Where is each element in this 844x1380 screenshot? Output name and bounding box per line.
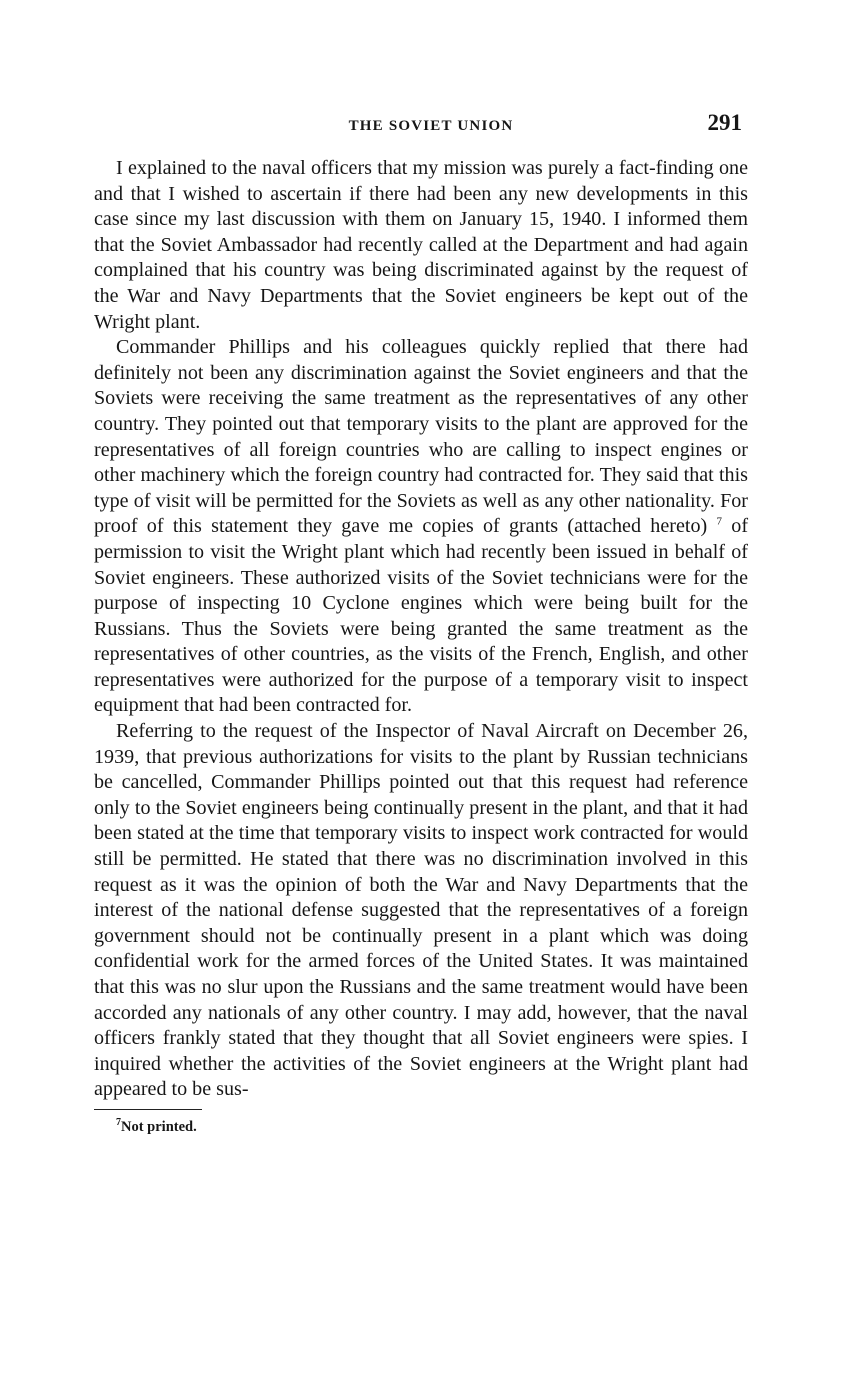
- paragraph-1: I explained to the naval officers that my mission was purely a fact-finding one and that I wished to ascertain if there had been any new developments in this case since my last discussion with them on January 15, 1940. I informed them that the Soviet Ambassador had recently called at the Department and had again complained that his country was being discriminated against by the request of the War and Navy Departments that the Soviet engineers be kept out of the Wright plant.: [94, 157, 748, 333]
- footnote-divider: [94, 1109, 202, 1110]
- paragraph-2: [94, 335, 748, 719]
- running-head: THE SOVIET UNION: [348, 118, 514, 134]
- body-text: [94, 156, 748, 1103]
- paragraph-3: Referring to the request of the Inspector of Naval Aircraft on December 26, 1939, that previous authorizations for visits to the plant by Russian technicians be cancelled, Commander Phillips pointed out that this request had reference only to the Soviet engineers being continually present in the plant, and that it had been stated at the time that temporary visits to inspect work contracted for would still be permitted. He stated that there was no discrimination involved in this request as it was the opinion of both the War and Navy Departments that the interest of the national defense suggested that the representatives of a foreign government should not be continually present in a plant which was doing confidential work for the armed forces of the United States. It was maintained that this was no slur upon the Russians and the same treatment would have been accorded any nationals of any other country. I may add, however, that the naval officers frankly stated that they thought that all Soviet engineers were spies. I inquired whether the activities of the Soviet engineers at the Wright plant had appeared to be sus-: [94, 720, 748, 1101]
- footnote-text: Not printed.: [121, 1118, 197, 1135]
- book-page: [94, 108, 748, 1136]
- footnote-mark: 7: [116, 1117, 121, 1129]
- paragraph-2-part-1: Commander Phillips and his colleagues quickly replied that there had definitely not been any discrimination against the Soviet engineers and that the Soviets were receiving the same treatment as the representatives of any other country. They pointed out that temporary visits to the plant are approved for the representatives of all foreign countries who are calling to inspect engines or other machinery which the foreign country had contracted for. They said that this type of visit will be permitted for the Soviets as well as any other nationality. For proof of this statement they gave me copies of grants (attached hereto): [94, 336, 748, 538]
- page-number: 291: [707, 110, 742, 135]
- paragraph-2-part-2: of permission to visit the Wright plant which had recently been issued in behalf of Soviet engineers. These authorized visits of the Soviet technicians were for the purpose of inspecting 10 Cyclone engines which were being built for the Russians. Thus the Soviets were being granted the same treatment as the representatives of other countries, as the visits of the French, English, and other representatives were authorized for the purpose of a temporary visit to inspect equipment that had been contracted for.: [94, 515, 749, 717]
- footnote: [94, 1119, 748, 1136]
- page-header: [94, 108, 748, 142]
- footnote-reference: 7: [716, 515, 722, 528]
